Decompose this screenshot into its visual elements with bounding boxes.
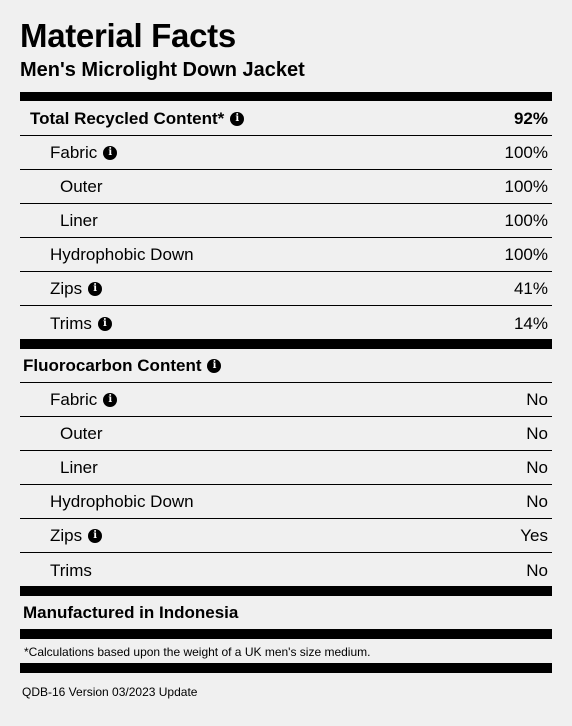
row-label: Hydrophobic Down [50,245,194,264]
info-icon[interactable]: i [98,317,112,331]
row-label: Outer [60,424,103,443]
row-label: Zips [50,279,83,298]
divider-thick [20,92,552,101]
manufactured-text: Manufactured in Indonesia [23,602,239,622]
divider-thick [20,586,552,596]
row-value: 100% [504,211,548,230]
row-label: Zips [50,526,83,545]
divider-thick [20,629,552,639]
row-label: Liner [60,211,98,230]
recycled-row-trims [20,307,552,340]
row-label: Liner [60,458,98,477]
info-icon[interactable]: i [207,359,221,373]
info-icon[interactable]: i [230,112,244,126]
fluoro-row-trims [20,554,552,587]
recycled-total-row [20,102,552,136]
row-value: Yes [520,526,548,545]
row-value: No [526,492,548,511]
row-value: 14% [513,313,548,333]
recycled-total-value: 92% [513,108,548,128]
manufactured-row [20,596,552,629]
fluoro-row-liner [20,452,552,485]
row-label: Fabric [50,143,98,162]
fluoro-row-outer [20,418,552,451]
version-text: QDB-16 Version 03/2023 Update [22,685,198,699]
info-icon[interactable]: i [103,146,117,160]
recycled-row-liner [20,205,552,238]
row-value: No [526,424,548,443]
recycled-row-down [20,239,552,272]
row-value: 100% [504,177,548,196]
fluorocarbon-header-row [20,349,552,383]
page-title: Material Facts [20,17,236,54]
recycled-row-zips [20,273,552,306]
row-label: Trims [50,313,92,333]
fluoro-row-fabric [20,384,552,417]
footnote: *Calculations based upon the weight of a UK men's size medium. [24,645,371,659]
row-value: 100% [504,143,548,162]
fluoro-row-down [20,486,552,519]
product-name: Men's Microlight Down Jacket [20,59,305,81]
recycled-title: Total Recycled Content* [30,108,225,128]
fluorocarbon-title: Fluorocarbon Content [23,355,202,375]
row-value: No [526,390,548,409]
row-value: 100% [504,245,548,264]
info-icon[interactable]: i [88,282,102,296]
row-label: Hydrophobic Down [50,492,194,511]
divider-thick [20,339,552,349]
row-label: Trims [50,560,92,580]
info-icon[interactable]: i [88,529,102,543]
row-value: 41% [513,279,548,298]
recycled-row-fabric [20,137,552,170]
row-label: Fabric [50,390,98,409]
divider-thick [20,663,552,673]
row-label: Outer [60,177,103,196]
row-value: No [526,458,548,477]
row-value: No [526,560,548,580]
info-icon[interactable]: i [103,393,117,407]
fluoro-row-zips [20,520,552,553]
recycled-row-outer [20,171,552,204]
